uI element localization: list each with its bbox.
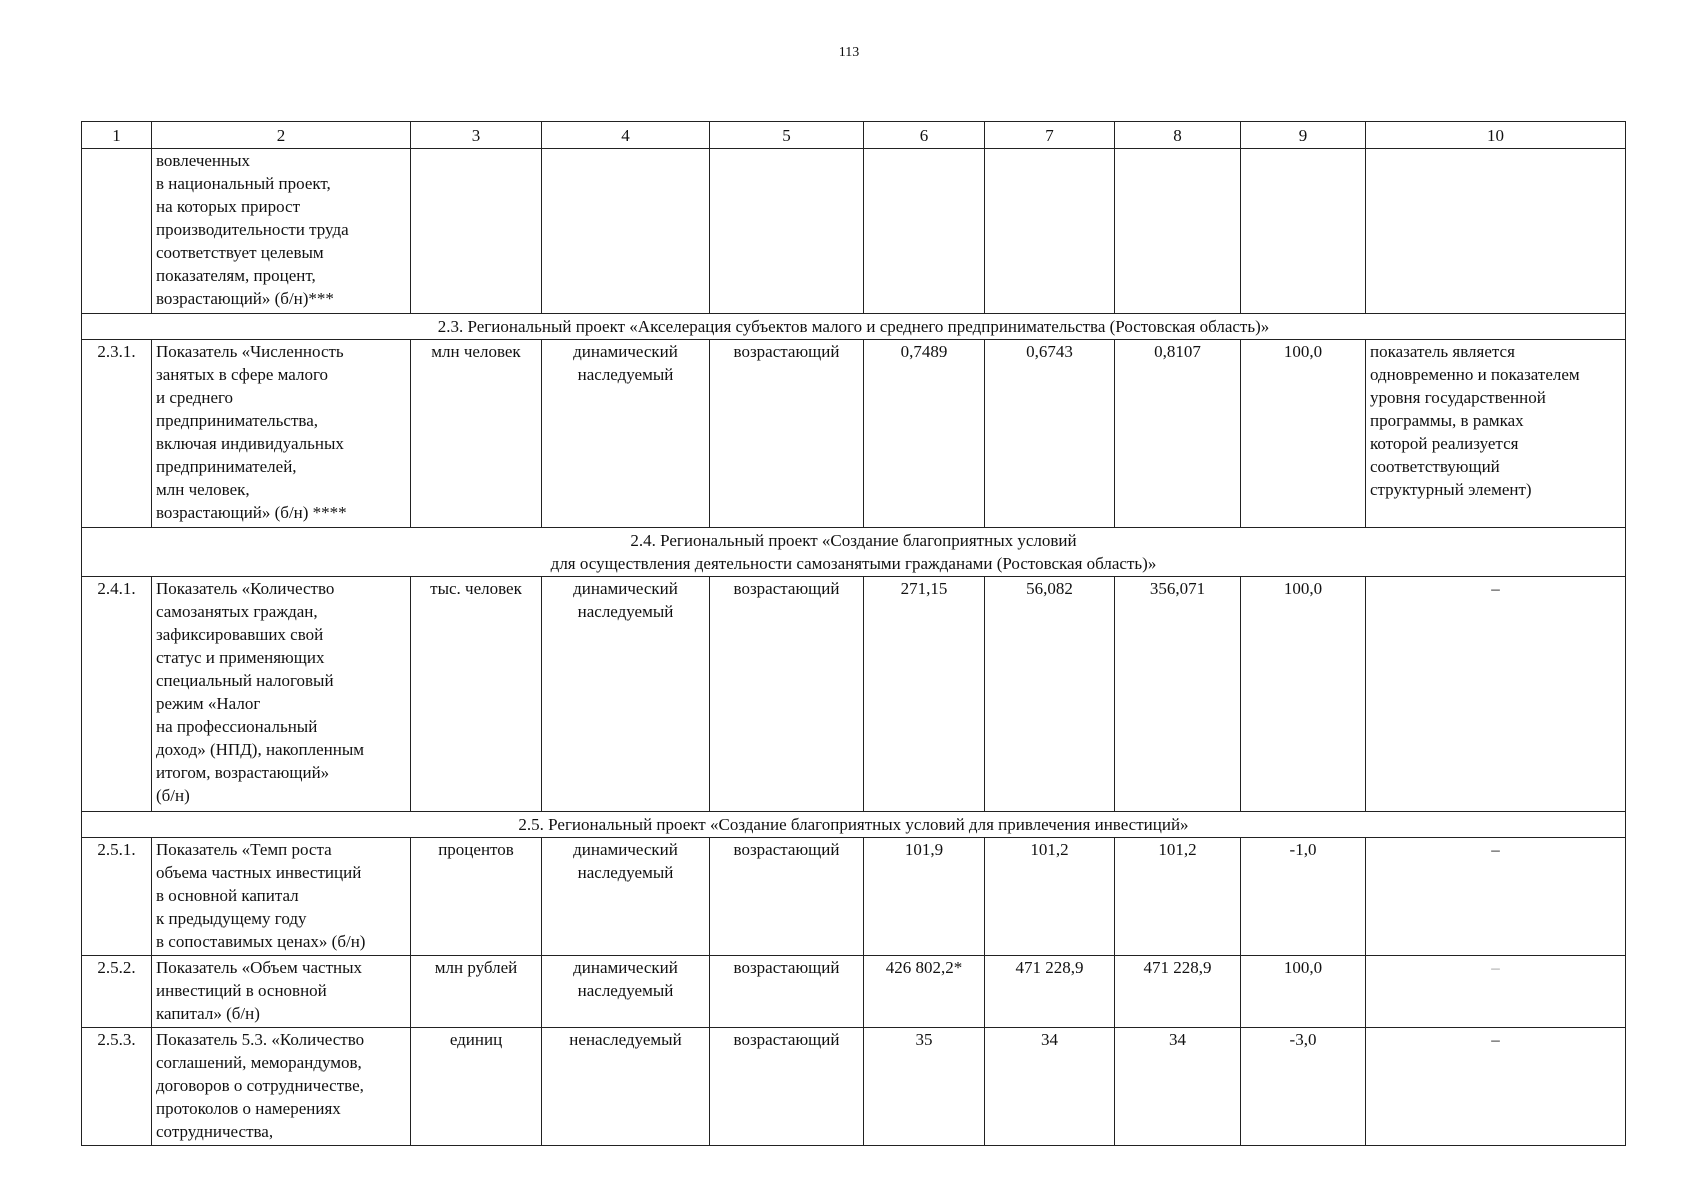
row-number: 2.3.1.	[82, 340, 152, 528]
value-col9: 100,0	[1241, 577, 1366, 812]
value-col6: 101,9	[864, 838, 985, 956]
section-title: 2.5. Региональный проект «Создание благоприятных условий для привлечения инвестиций»	[82, 812, 1626, 838]
table-row	[82, 956, 1626, 1028]
column-number: 3	[411, 122, 542, 149]
table-row	[82, 1028, 1626, 1146]
value-col9: 100,0	[1241, 340, 1366, 528]
row-number: 2.5.3.	[82, 1028, 152, 1146]
value-col7: 101,2	[985, 838, 1115, 956]
value-col7: 0,6743	[985, 340, 1115, 528]
value-col9: -1,0	[1241, 838, 1366, 956]
indicator-type: динамический наследуемый	[542, 838, 710, 956]
column-number: 6	[864, 122, 985, 149]
section-row-2-5	[82, 812, 1626, 838]
section-row-2-3	[82, 314, 1626, 340]
unit: процентов	[411, 838, 542, 956]
value-col6: 426 802,2*	[864, 956, 985, 1028]
column-number: 1	[82, 122, 152, 149]
section-title: 2.3. Региональный проект «Акселерация субъектов малого и среднего предпринимательства (Ростовская область)»	[82, 314, 1626, 340]
value-col6: 35	[864, 1028, 985, 1146]
indicators-table	[81, 121, 1626, 1146]
value-col9: -3,0	[1241, 1028, 1366, 1146]
column-number: 10	[1366, 122, 1626, 149]
note: показатель является одновременно и показателем уровня государственной программы, в рамках которой реализуется соответствующий структурный элемент)	[1366, 340, 1626, 528]
table-row-continuation	[82, 149, 1626, 314]
indicator-name: вовлеченных в национальный проект, на которых прирост производительности труда соответствует целевым показателям, процент, возрастающий» (б/н)***	[152, 149, 411, 314]
note: –	[1366, 956, 1626, 1028]
column-number: 2	[152, 122, 411, 149]
value-col8: 356,071	[1115, 577, 1241, 812]
value-col7: 471 228,9	[985, 956, 1115, 1028]
column-number: 4	[542, 122, 710, 149]
table-row	[82, 838, 1626, 956]
row-number: 2.4.1.	[82, 577, 152, 812]
section-row-2-4	[82, 528, 1626, 577]
column-number: 7	[985, 122, 1115, 149]
value-col8: 0,8107	[1115, 340, 1241, 528]
value-col6: 271,15	[864, 577, 985, 812]
note: –	[1366, 1028, 1626, 1146]
indicator-type: ненаследуемый	[542, 1028, 710, 1146]
column-number: 8	[1115, 122, 1241, 149]
direction: возрастающий	[710, 340, 864, 528]
indicator-name: Показатель «Численность занятых в сфере малого и среднего предпринимательства, включая индивидуальных предпринимателей, млн человек, возрастающий» (б/н) ****	[152, 340, 411, 528]
direction: возрастающий	[710, 956, 864, 1028]
column-number: 9	[1241, 122, 1366, 149]
indicator-name: Показатель «Объем частных инвестиций в основной капитал» (б/н)	[152, 956, 411, 1028]
note: –	[1366, 838, 1626, 956]
unit: единиц	[411, 1028, 542, 1146]
value-col9: 100,0	[1241, 956, 1366, 1028]
indicator-name: Показатель «Темп роста объема частных инвестиций в основной капитал к предыдущему году в сопоставимых ценах» (б/н)	[152, 838, 411, 956]
direction: возрастающий	[710, 577, 864, 812]
value-col8: 34	[1115, 1028, 1241, 1146]
indicator-name: Показатель «Количество самозанятых граждан, зафиксировавших свой статус и применяющих специальный налоговый режим «Налог на профессиональный доход» (НПД), накопленным итогом, возрастающий» (б/н)	[152, 577, 411, 812]
unit: млн человек	[411, 340, 542, 528]
section-title: 2.4. Региональный проект «Создание благоприятных условий для осуществления деятельности самозанятыми гражданами (Ростовская область)»	[82, 528, 1626, 577]
value-col7: 56,082	[985, 577, 1115, 812]
row-number: 2.5.1.	[82, 838, 152, 956]
value-col8: 471 228,9	[1115, 956, 1241, 1028]
unit: тыс. человек	[411, 577, 542, 812]
table-row	[82, 340, 1626, 528]
indicator-type: динамический наследуемый	[542, 956, 710, 1028]
column-number-row	[82, 122, 1626, 149]
indicator-type: динамический наследуемый	[542, 577, 710, 812]
direction: возрастающий	[710, 838, 864, 956]
indicator-name: Показатель 5.3. «Количество соглашений, меморандумов, договоров о сотрудничестве, протоколов о намерениях сотрудничества,	[152, 1028, 411, 1146]
value-col8: 101,2	[1115, 838, 1241, 956]
value-col6: 0,7489	[864, 340, 985, 528]
direction: возрастающий	[710, 1028, 864, 1146]
note: –	[1366, 577, 1626, 812]
value-col7: 34	[985, 1028, 1115, 1146]
indicator-type: динамический наследуемый	[542, 340, 710, 528]
unit: млн рублей	[411, 956, 542, 1028]
row-number: 2.5.2.	[82, 956, 152, 1028]
table-row	[82, 577, 1626, 812]
page-number: 113	[838, 45, 860, 60]
column-number: 5	[710, 122, 864, 149]
